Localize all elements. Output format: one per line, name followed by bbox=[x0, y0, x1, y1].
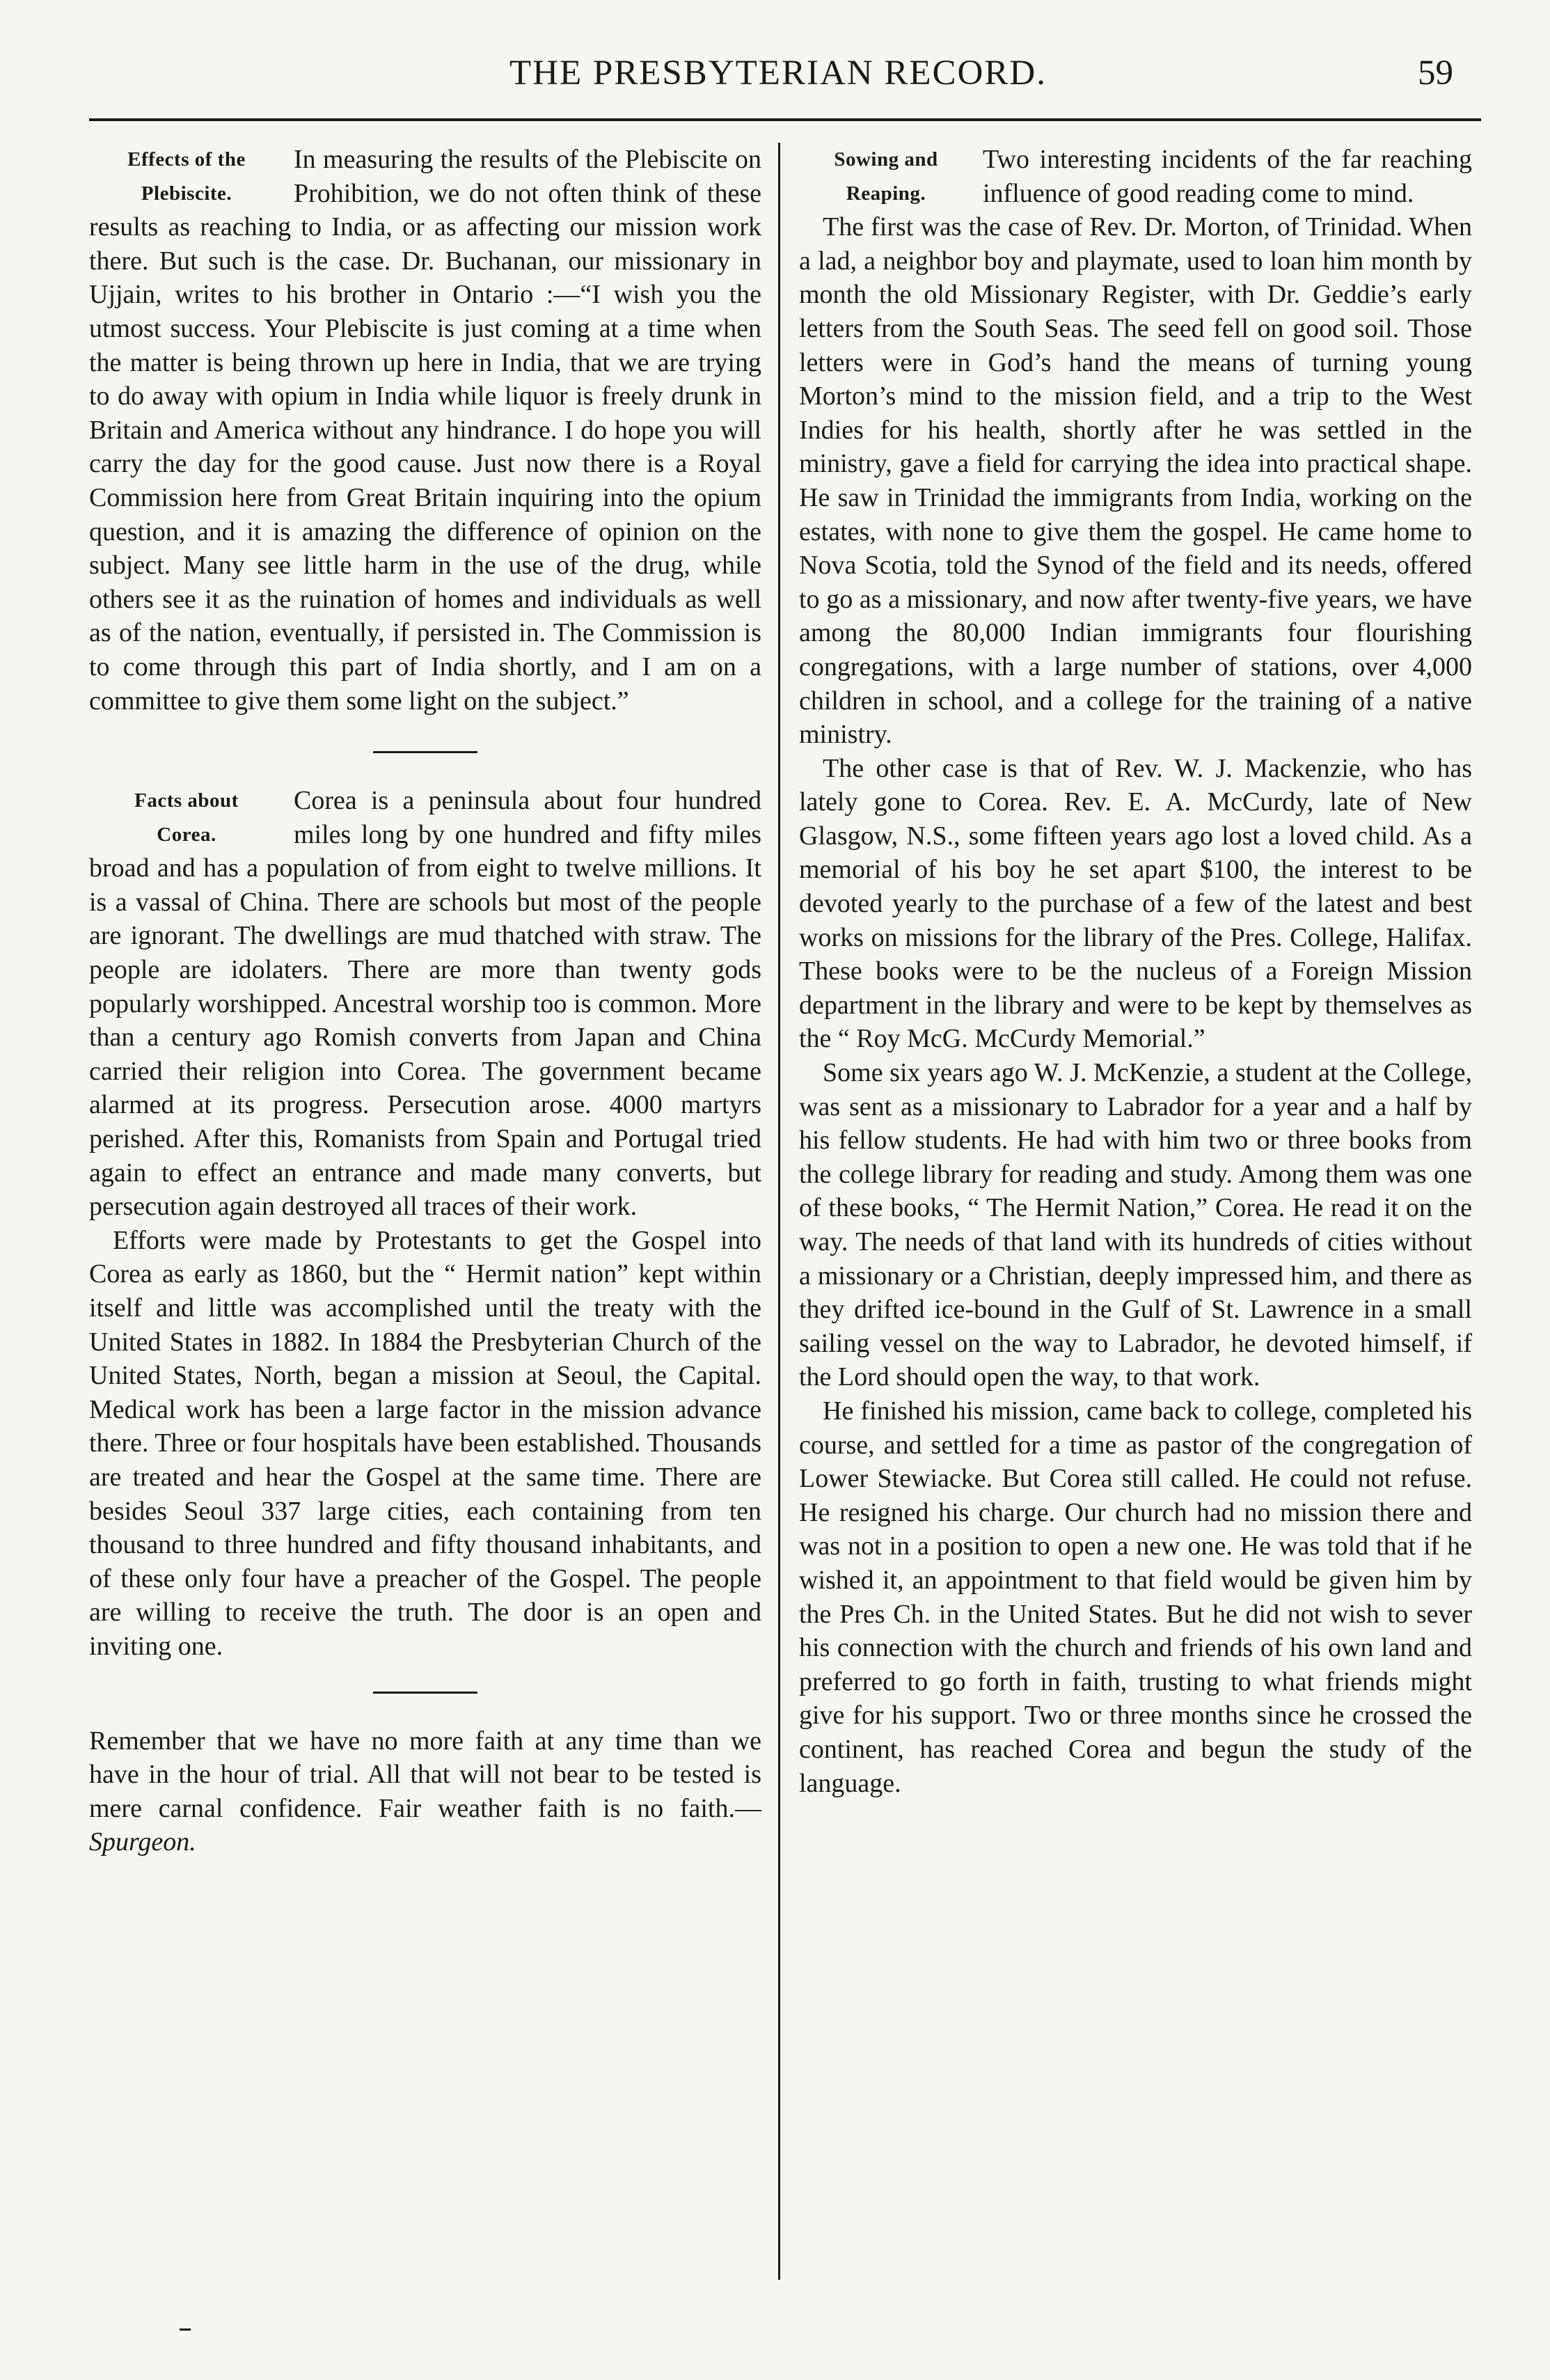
page-number: 59 bbox=[1418, 54, 1453, 93]
sidehead-line: Reaping. bbox=[846, 182, 926, 205]
sidehead-line: Plebiscite. bbox=[141, 182, 232, 205]
sidehead-line: Effects of the bbox=[127, 148, 246, 171]
article-effects-of-plebiscite bbox=[89, 143, 761, 718]
article-paragraph: Some six years ago W. J. McKenzie, a student at the College, was sent as a missionary to Labrador for a year and a half by his fellow students. He had with him two or three books from the college library for reading and study. Among them was one of these books, “ The Hermit Nation,” Corea. He read it on the way. The needs of that land with its hundreds of cities without a missionary or a Christian, deeply impressed him, and there as they drifted ice-bound in the Gulf of St. Lawrence in a small sailing vessel on the way to Labrador, he devoted himself, if the Lord should open the way, to that work. bbox=[799, 1058, 1472, 1392]
sidehead-effects-of-plebiscite bbox=[89, 143, 284, 210]
section-divider bbox=[373, 1692, 477, 1694]
article-paragraph: Efforts were made by Protestants to get the Gospel into Corea as early as 1860, but the “ Hermit nation” kept within itself and little was accomplished until the treaty with the United States in 1882. In 1884 the Presbyterian Church of the United States, North, began a mission at Seoul, the Capital. Medical work has been a large factor in the mission advance there. Three or four hospitals have been established. Thousands are treated and hear the Gospel at the same time. There are besides Seoul 337 large cities, each containing from ten thousand to three hundred and fifty thousand inhabitants, and of these only four have a preacher of the Gospel. The people are willing to receive the truth. The door is an open and inviting one. bbox=[89, 1225, 761, 1661]
left-column bbox=[89, 143, 761, 1859]
sidehead-sowing-and-reaping bbox=[799, 143, 973, 210]
right-column bbox=[799, 143, 1472, 1800]
sidehead-line: Sowing and bbox=[834, 148, 938, 171]
sidehead-line: Facts about bbox=[134, 789, 239, 812]
article-lead: Two interesting incidents of the far reaching influence of good reading come to mind. bbox=[983, 145, 1472, 208]
article-paragraph: Corea is a peninsula about four hundred miles long by one hundred and fifty miles broad and has a population of from eight to twelve millions. It is a vassal of China. There are schools but most of the people are ignorant. The dwellings are mud thatched with straw. The people are idolaters. There are more than twenty gods popularly worshipped. Ancestral worship too is common. More than a century ago Romish converts from Japan and China carried their religion into Corea. The government became alarmed at its progress. Persecution arose. 4000 martyrs perished. After this, Romanists from Spain and Portugal tried again to effect an entrance and made many converts, but persecution again destroyed all traces of their work. bbox=[89, 786, 761, 1222]
header-rule bbox=[89, 118, 1481, 121]
article-paragraph: The other case is that of Rev. W. J. Mackenzie, who has lately gone to Corea. Rev. E. A. McCurdy, late of New Glasgow, N.S., some fifteen years ago lost a loved child. As a memorial of his boy he set apart $100, the interest to be devoted yearly to the purchase of a few of the latest and best works on missions for the library of the Pres. College, Halifax. These books were to be the nucleus of a Foreign Mission department in the library and were to be kept by themselves as the “ Roy McG. McCurdy Memorial.” bbox=[799, 753, 1472, 1054]
quote-text: Remember that we have no more faith at any time than we have in the hour of trial. All that will not bear to be tested is mere carnal confidence. Fair weather faith is no faith.— bbox=[89, 1726, 761, 1823]
article-sowing-and-reaping bbox=[799, 143, 1472, 1800]
sidehead-facts-about-corea bbox=[89, 784, 284, 851]
article-body: In measuring the results of the Plebiscite on Prohibition, we do not often think of these results as reaching to India, or as affecting our mission work there. But such is the case. Dr. Buchanan, our missionary in Ujjain, writes to his brother in Ontario :—“I wish you the utmost success. Your Plebiscite is just coming at a time when the matter is being thrown up here in India, that we are trying to do away with opium in India while liquor is freely drunk in Britain and America without any hindrance. I do hope you will carry the day for the good cause. Just now there is a Royal Commission here from Great Britain inquiring into the opium question, and it is amazing the difference of opinion on the subject. Many see little harm in the use of the drug, while others see it as the ruination of homes and individuals as well as of the nation, eventually, if persisted in. The Commission is to come through this part of India shortly, and I am on a committee to give them some light on the subject.” bbox=[89, 145, 761, 716]
column-divider bbox=[778, 143, 780, 2280]
quote-author: Spurgeon. bbox=[89, 1827, 196, 1857]
spurgeon-quote bbox=[89, 1724, 761, 1859]
print-speck bbox=[180, 2328, 191, 2331]
article-paragraph: He finished his mission, came back to college, completed his course, and settled for a time as pastor of the congregation of Lower Stewiacke. But Corea still called. He could not refuse. He resigned his charge. Our church had no mission there and was not in a position to open a new one. He was told that if he wished it, an appointment to that field would be given him by the Pres Ch. in the United States. But he did not wish to sever his connection with the church and friends of his own land and preferred to go forth in faith, trusting to what friends might give for his support. Two or three months since he crossed the continent, has reached Corea and begun the study of the language. bbox=[799, 1396, 1472, 1798]
page-header bbox=[89, 49, 1467, 97]
sidehead-line: Corea. bbox=[157, 823, 216, 846]
running-title: THE PRESBYTERIAN RECORD. bbox=[509, 54, 1047, 93]
article-paragraph: The first was the case of Rev. Dr. Morton, of Trinidad. When a lad, a neighbor boy and playmate, used to loan him month by month the old Missionary Register, with Dr. Geddie’s early letters from the South Seas. The seed fell on good soil. Those letters were in God’s hand the means of turning young Morton’s mind to the mission field, and a trip to the West Indies for his health, shortly after he was settled in the ministry, gave a field for carrying the idea into practical shape. He saw in Trinidad the immigrants from India, working on the estates, with none to give them the gospel. He came home to Nova Scotia, told the Synod of the field and its needs, offered to go as a missionary, and now after twenty-five years, we have among the 80,000 Indian immigrants four flourishing congregations, with a large number of stations, over 4,000 children in school, and a college for the training of a native ministry. bbox=[799, 212, 1472, 750]
section-divider bbox=[373, 751, 477, 753]
article-facts-about-corea bbox=[89, 784, 761, 1663]
